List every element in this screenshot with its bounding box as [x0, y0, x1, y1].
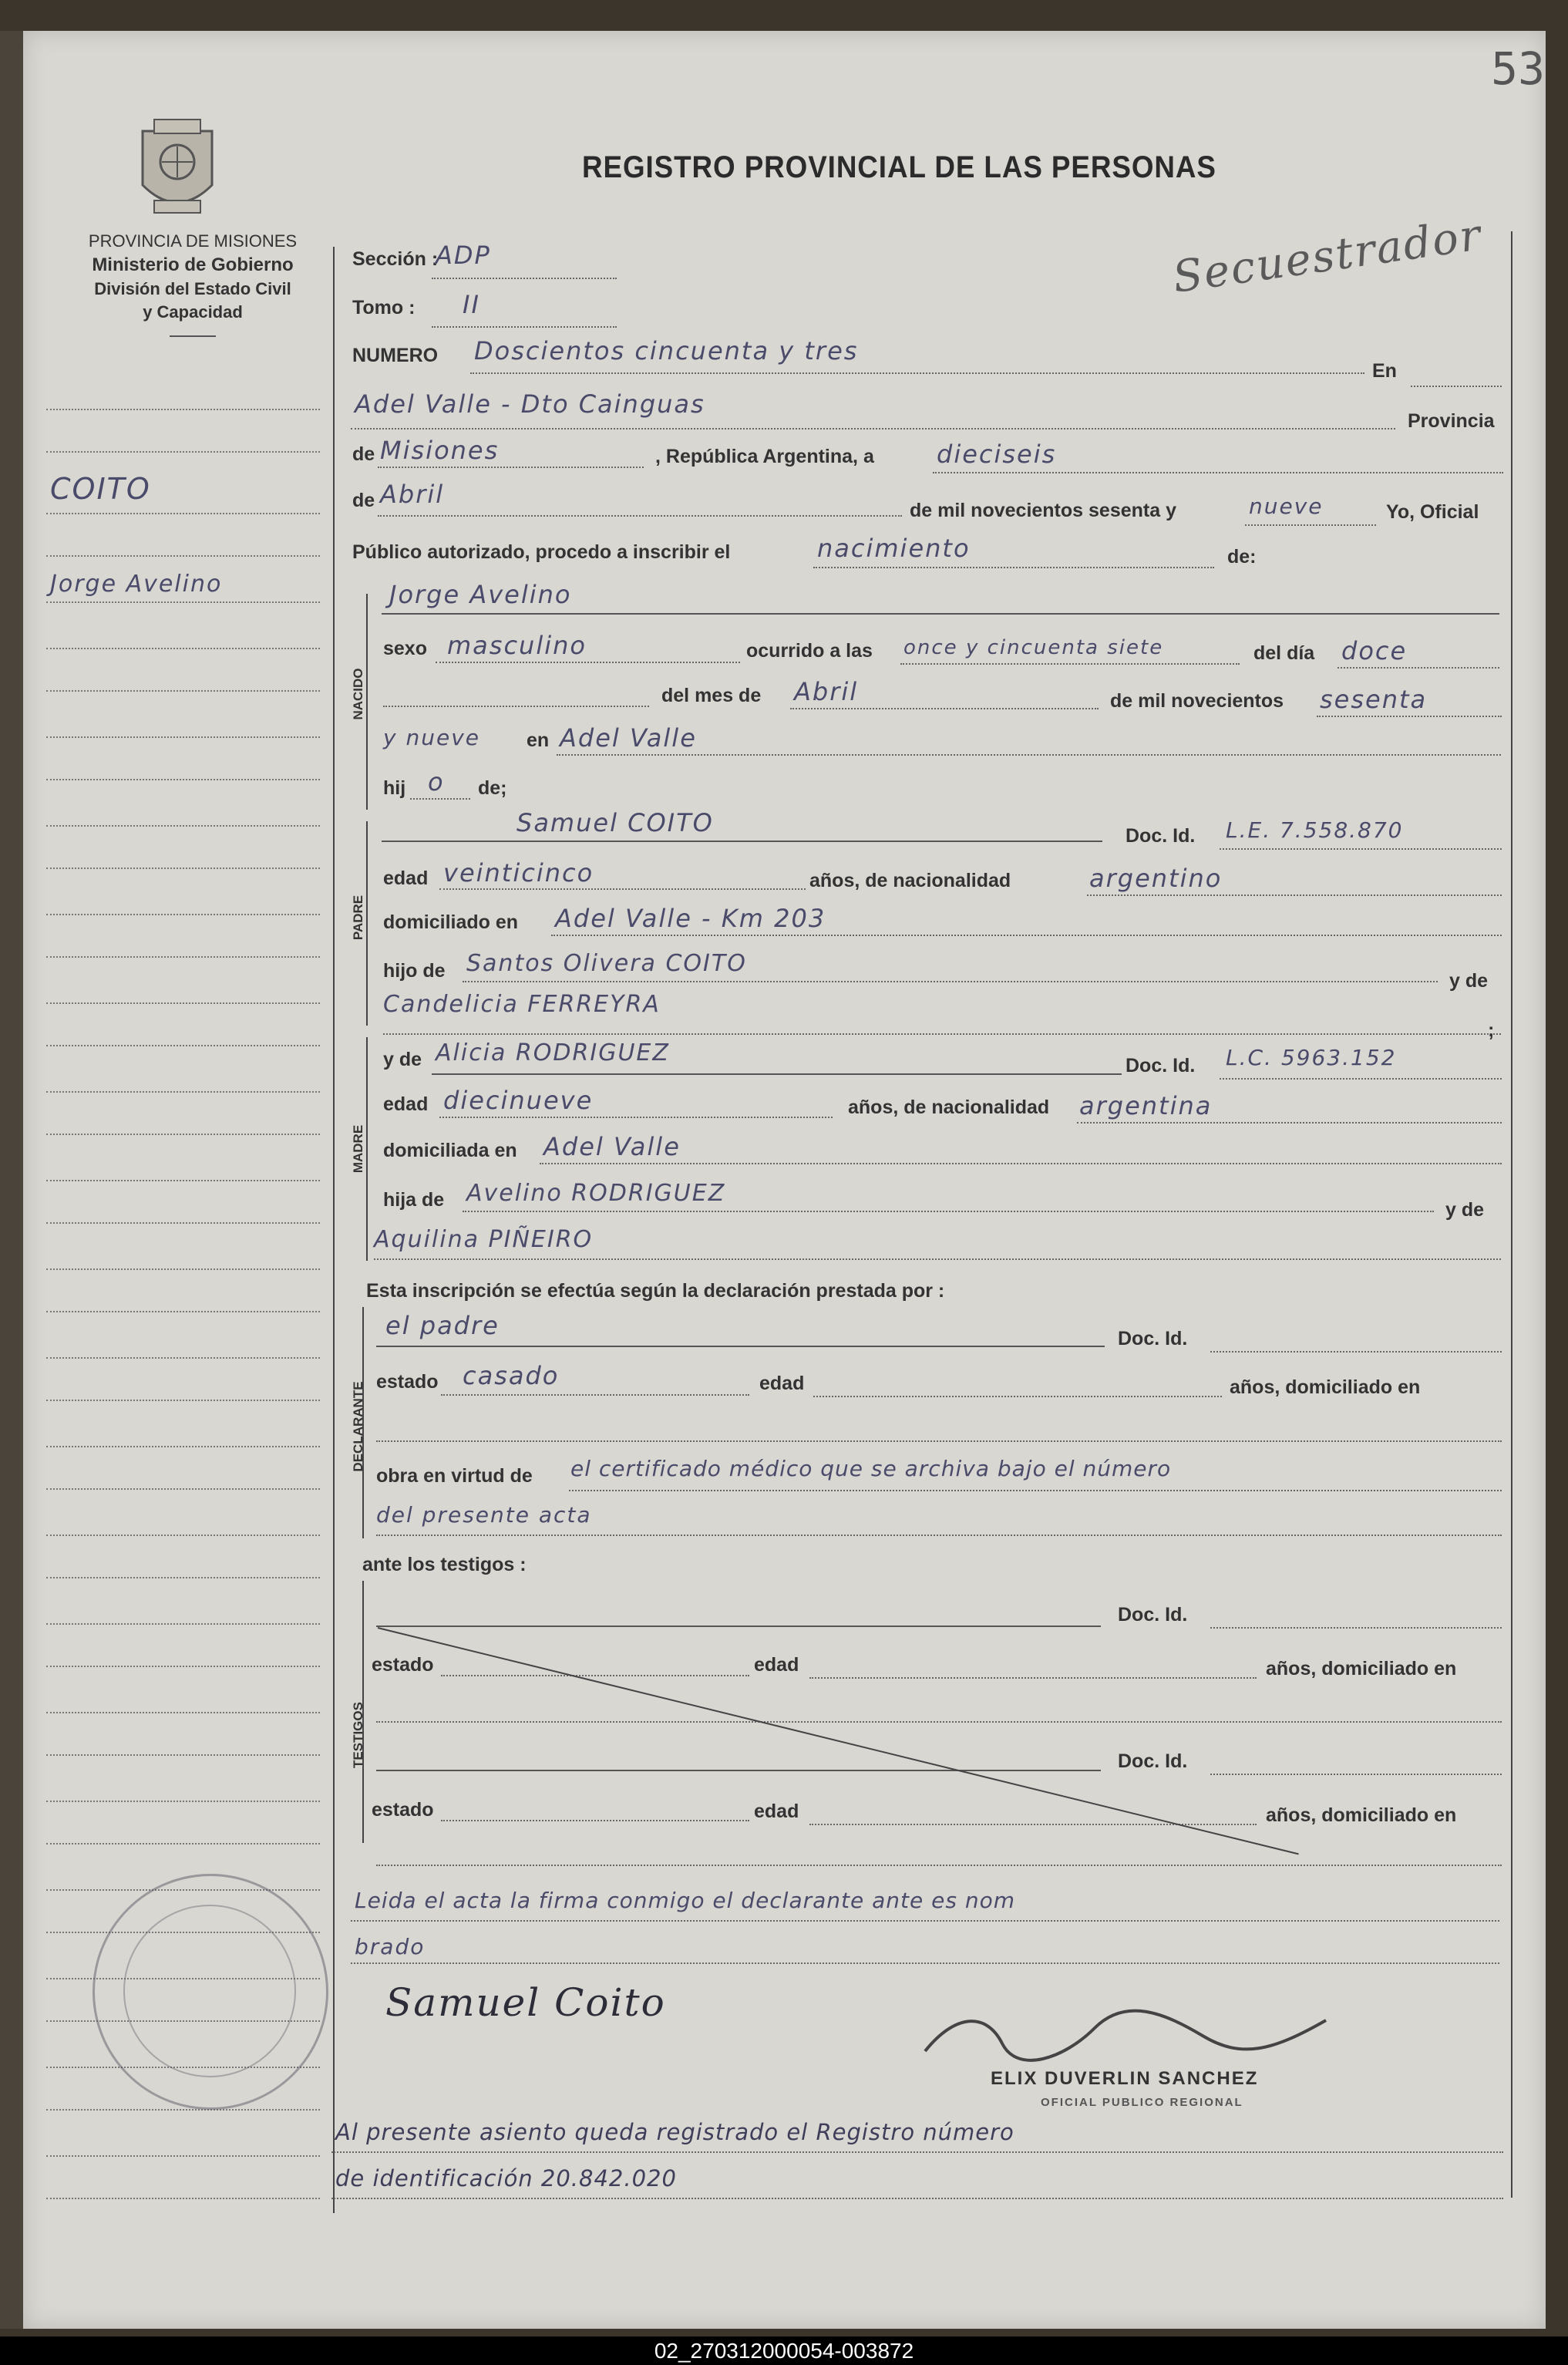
dotline-provincia — [378, 467, 644, 468]
coat-of-arms-icon — [135, 116, 220, 224]
label-republica: , República Argentina, a — [655, 446, 874, 467]
label-testigo-1-doc: Doc. Id. — [1118, 1604, 1188, 1626]
label-ocurrido: ocurrido a las — [746, 640, 873, 662]
dotline-cierre-1 — [351, 1920, 1499, 1922]
page-number: 53 — [1491, 42, 1545, 95]
field-anio: nueve — [1249, 494, 1324, 519]
label-de-sc: de; — [478, 777, 507, 799]
label-testigo-1-estado: estado — [372, 1654, 434, 1676]
header-province: PROVINCIA DE MISIONES — [88, 231, 298, 251]
dotline-hora — [900, 663, 1240, 665]
label-numero: NUMERO — [352, 345, 439, 366]
dotline-dia — [933, 472, 1503, 473]
label-y-de2: y de — [383, 1049, 422, 1070]
side-label-nacido: NACIDO — [351, 668, 365, 720]
dotline-padre-y-de — [383, 1033, 1501, 1035]
label-seccion: Sección : — [352, 248, 439, 270]
label-testigo-1-anos: años, domiciliado en — [1266, 1658, 1457, 1679]
oficial-title: OFICIAL PUBLICO REGIONAL — [1041, 2096, 1243, 2109]
label-mil-sesenta: de mil novecientos sesenta y — [910, 500, 1176, 521]
label-de-colon: de: — [1227, 546, 1257, 568]
field-padre-y-de: Candelicia FERREYRA — [383, 991, 661, 1018]
field-obra-2: del presente acta — [376, 1502, 592, 1528]
dotline-madre-nac — [1077, 1122, 1502, 1124]
field-localidad: Adel Valle - Dto Cainguas — [355, 389, 705, 419]
dotline-testigo-2-edad — [809, 1824, 1257, 1825]
label-hij: hij — [383, 777, 406, 799]
field-acto: nacimiento — [817, 534, 971, 563]
dotline-testigo-2-doc — [1210, 1774, 1502, 1775]
dotline-padre-dom — [551, 935, 1502, 936]
stamp-signature: Secuestrador — [1169, 210, 1486, 303]
nacido-divider — [366, 594, 368, 810]
label-madre-y-de: y de — [1445, 1199, 1485, 1221]
field-padre-doc: L.E. 7.558.870 — [1226, 817, 1404, 843]
dotline-numero — [470, 372, 1364, 374]
field-seccion: ADP — [436, 241, 491, 270]
label-publico: Público autorizado, procedo a inscribir el — [352, 541, 731, 563]
field-nota-1: Al presente asiento queda registrado el Registro número — [335, 2119, 1014, 2145]
label-anos-dom: años, domiciliado en — [1230, 1376, 1421, 1398]
label-madre-edad: edad — [383, 1093, 429, 1115]
field-madre-hija-de: Avelino RODRIGUEZ — [466, 1180, 726, 1207]
line-declarante — [376, 1346, 1105, 1347]
label-yo-oficial: Yo, Oficial — [1386, 501, 1479, 523]
dotline-testigo-1-edad — [809, 1677, 1257, 1679]
label-testigo-1-edad: edad — [754, 1654, 799, 1676]
field-numero: Doscientos cincuenta y tres — [474, 336, 859, 366]
side-label-madre: MADRE — [351, 1124, 365, 1174]
line-nombre — [382, 613, 1499, 615]
field-provincia: Misiones — [380, 436, 500, 465]
dotline-madre-hija-de — [463, 1211, 1434, 1212]
label-sexo: sexo — [383, 638, 427, 659]
line-testigo-1 — [376, 1626, 1101, 1627]
label-domiciliado: domiciliado en — [383, 911, 519, 933]
dotline-testigo-1-estado — [441, 1675, 749, 1676]
label-declaracion: Esta inscripción se efectúa según la declaración prestada por : — [366, 1280, 945, 1302]
label-madre-doc: Doc. Id. — [1126, 1055, 1196, 1076]
dotline-nota-2 — [331, 2198, 1503, 2199]
madre-divider — [366, 1037, 368, 1261]
field-padre-nombre: Samuel COITO — [516, 808, 714, 837]
dotline-testigo-1-doc — [1210, 1627, 1502, 1629]
field-cierre-1: Leida el acta la firma conmigo el declarante ante es nom — [355, 1888, 1016, 1913]
dotline-madre-dom — [540, 1163, 1502, 1164]
dotline-estado — [441, 1394, 749, 1396]
dotline-dia-nac — [1338, 667, 1499, 669]
line-padre-nombre — [382, 841, 1102, 842]
image-id-footer: 02_270312000054-003872 — [0, 2336, 1568, 2365]
field-padre-hijo-de: Santos Olivera COITO — [466, 950, 747, 977]
line-madre-nombre — [432, 1073, 1122, 1075]
label-tomo: Tomo : — [352, 297, 416, 318]
dotline-padre-hijo-de — [463, 981, 1438, 982]
field-lugar-nac: Adel Valle — [560, 723, 697, 753]
label-semicolon: ; — [1488, 1019, 1495, 1041]
margin-given-names: Jorge Avelino — [50, 571, 223, 598]
dotline-padre-doc — [1220, 848, 1502, 850]
dotline-seccion — [432, 278, 617, 279]
dotline-anio — [1245, 524, 1376, 526]
official-round-stamp-inner — [123, 1905, 296, 2077]
field-padre-nac: argentino — [1089, 864, 1223, 893]
dotline-mes-nac — [790, 708, 1099, 709]
dotline-cierre-2 — [351, 1962, 1499, 1964]
dotline-hij — [410, 798, 470, 800]
form-left-border — [333, 247, 335, 2213]
signature-oficial — [910, 2005, 1341, 2067]
label-declarante-edad: edad — [759, 1373, 805, 1394]
field-nombre: Jorge Avelino — [389, 580, 572, 609]
label-padre-edad: edad — [383, 868, 429, 889]
label-provincia: Provincia — [1408, 410, 1495, 432]
margin-surname: COITO — [50, 472, 151, 506]
field-mes: Abril — [380, 480, 445, 509]
field-declarante: el padre — [385, 1311, 500, 1340]
label-en2: en — [527, 729, 550, 751]
dotline-testigo-1-dom — [376, 1721, 1502, 1723]
dotline-testigo-2-dom — [376, 1865, 1502, 1866]
dotline-mes — [378, 515, 902, 517]
field-cierre-2: brado — [355, 1934, 426, 1959]
field-hijo-letra: o — [428, 767, 445, 797]
signature-declarante: Samuel Coito — [385, 1980, 666, 2025]
field-sexo: masculino — [447, 631, 587, 660]
padre-divider — [366, 821, 368, 1026]
page-title: REGISTRO PROVINCIAL DE LAS PERSONAS — [582, 150, 1216, 184]
dotline-declarante-edad — [813, 1396, 1222, 1397]
label-padre-y-de: y de — [1449, 970, 1489, 992]
label-estado: estado — [376, 1371, 439, 1393]
field-dia: dieciseis — [937, 440, 1057, 469]
dotline-lugar-nac — [557, 754, 1501, 756]
label-domiciliada: domiciliada en — [383, 1140, 517, 1161]
label-de: de — [352, 443, 375, 465]
label-hijo-de: hijo de — [383, 960, 446, 982]
label-obra: obra en virtud de — [376, 1465, 533, 1487]
label-hija-de: hija de — [383, 1189, 445, 1211]
field-estado: casado — [463, 1361, 560, 1390]
field-madre-nombre: Alicia RODRIGUEZ — [436, 1039, 670, 1066]
dotline-nota-1 — [331, 2151, 1503, 2153]
dotline-madre-edad — [439, 1117, 833, 1118]
book-binding — [0, 31, 23, 2329]
label-testigo-2-edad: edad — [754, 1801, 799, 1822]
field-madre-doc: L.C. 5963.152 — [1226, 1045, 1397, 1070]
oficial-name: ELIX DUVERLIN SANCHEZ — [991, 2068, 1259, 2089]
field-madre-edad: diecinueve — [443, 1086, 594, 1115]
field-madre-dom: Adel Valle — [543, 1132, 681, 1161]
line-testigo-2 — [376, 1770, 1101, 1771]
label-testigo-2-doc: Doc. Id. — [1118, 1750, 1188, 1772]
dotline-obra — [569, 1490, 1502, 1491]
field-padre-dom: Adel Valle - Km 203 — [555, 904, 826, 933]
dotline-padre-edad — [439, 888, 806, 890]
dotline-obra-2 — [376, 1535, 1502, 1536]
dotline-declarante-dom — [376, 1440, 1502, 1442]
label-padre-nac: años, de nacionalidad — [809, 870, 1011, 891]
dotline-testigo-2-estado — [441, 1820, 749, 1821]
side-label-declarante: DECLARANTE — [351, 1381, 365, 1472]
label-de2: de — [352, 490, 375, 511]
dotline-localidad — [351, 428, 1395, 430]
side-label-testigos: TESTIGOS — [351, 1702, 365, 1768]
dotline-anio-nac — [1317, 716, 1502, 717]
field-anio-nac-2: y nueve — [383, 725, 480, 750]
label-en: En — [1372, 360, 1397, 382]
label-testigo-2-anos: años, domiciliado en — [1266, 1804, 1457, 1826]
dotline-tomo — [432, 326, 617, 328]
field-anio-nac-1: sesenta — [1320, 685, 1428, 714]
side-label-padre: PADRE — [351, 894, 365, 941]
field-madre-y-de: Aquilina PIÑEIRO — [374, 1226, 594, 1253]
dotline-padre-nac — [1087, 894, 1502, 896]
field-mes-nac: Abril — [794, 677, 859, 706]
field-hora: once y cincuenta siete — [903, 636, 1164, 659]
dotline-blank — [383, 706, 649, 707]
label-ante: ante los testigos : — [362, 1554, 527, 1575]
header-divider — [170, 335, 216, 337]
dotline-madre-y-de — [374, 1258, 1501, 1260]
label-padre-doc: Doc. Id. — [1126, 825, 1196, 847]
header-division: División del Estado Civil — [94, 279, 291, 298]
field-dia-nac: doce — [1341, 636, 1408, 665]
label-testigo-2-estado: estado — [372, 1799, 434, 1821]
label-madre-nac: años, de nacionalidad — [848, 1097, 1050, 1118]
form-right-border — [1511, 231, 1512, 2198]
dotline-en — [1411, 386, 1502, 387]
label-de-mil: de mil novecientos — [1110, 690, 1284, 712]
dotline-declarante-doc — [1210, 1351, 1502, 1353]
label-del-mes: del mes de — [661, 685, 762, 706]
header-ministry: Ministerio de Gobierno — [92, 254, 294, 275]
dotline-acto — [813, 567, 1214, 568]
dotline-madre-doc — [1220, 1078, 1502, 1080]
label-del-dia: del día — [1253, 642, 1315, 664]
field-nota-2: de identificación 20.842.020 — [335, 2165, 677, 2191]
header-capacity: y Capacidad — [143, 302, 243, 322]
field-obra: el certificado médico que se archiva bajo el número — [570, 1456, 1172, 1481]
label-declarante-doc: Doc. Id. — [1118, 1328, 1188, 1349]
field-tomo: II — [463, 290, 480, 319]
dotline-sexo — [436, 662, 740, 663]
field-padre-edad: veinticinco — [443, 858, 594, 888]
field-madre-nac: argentina — [1079, 1091, 1213, 1120]
